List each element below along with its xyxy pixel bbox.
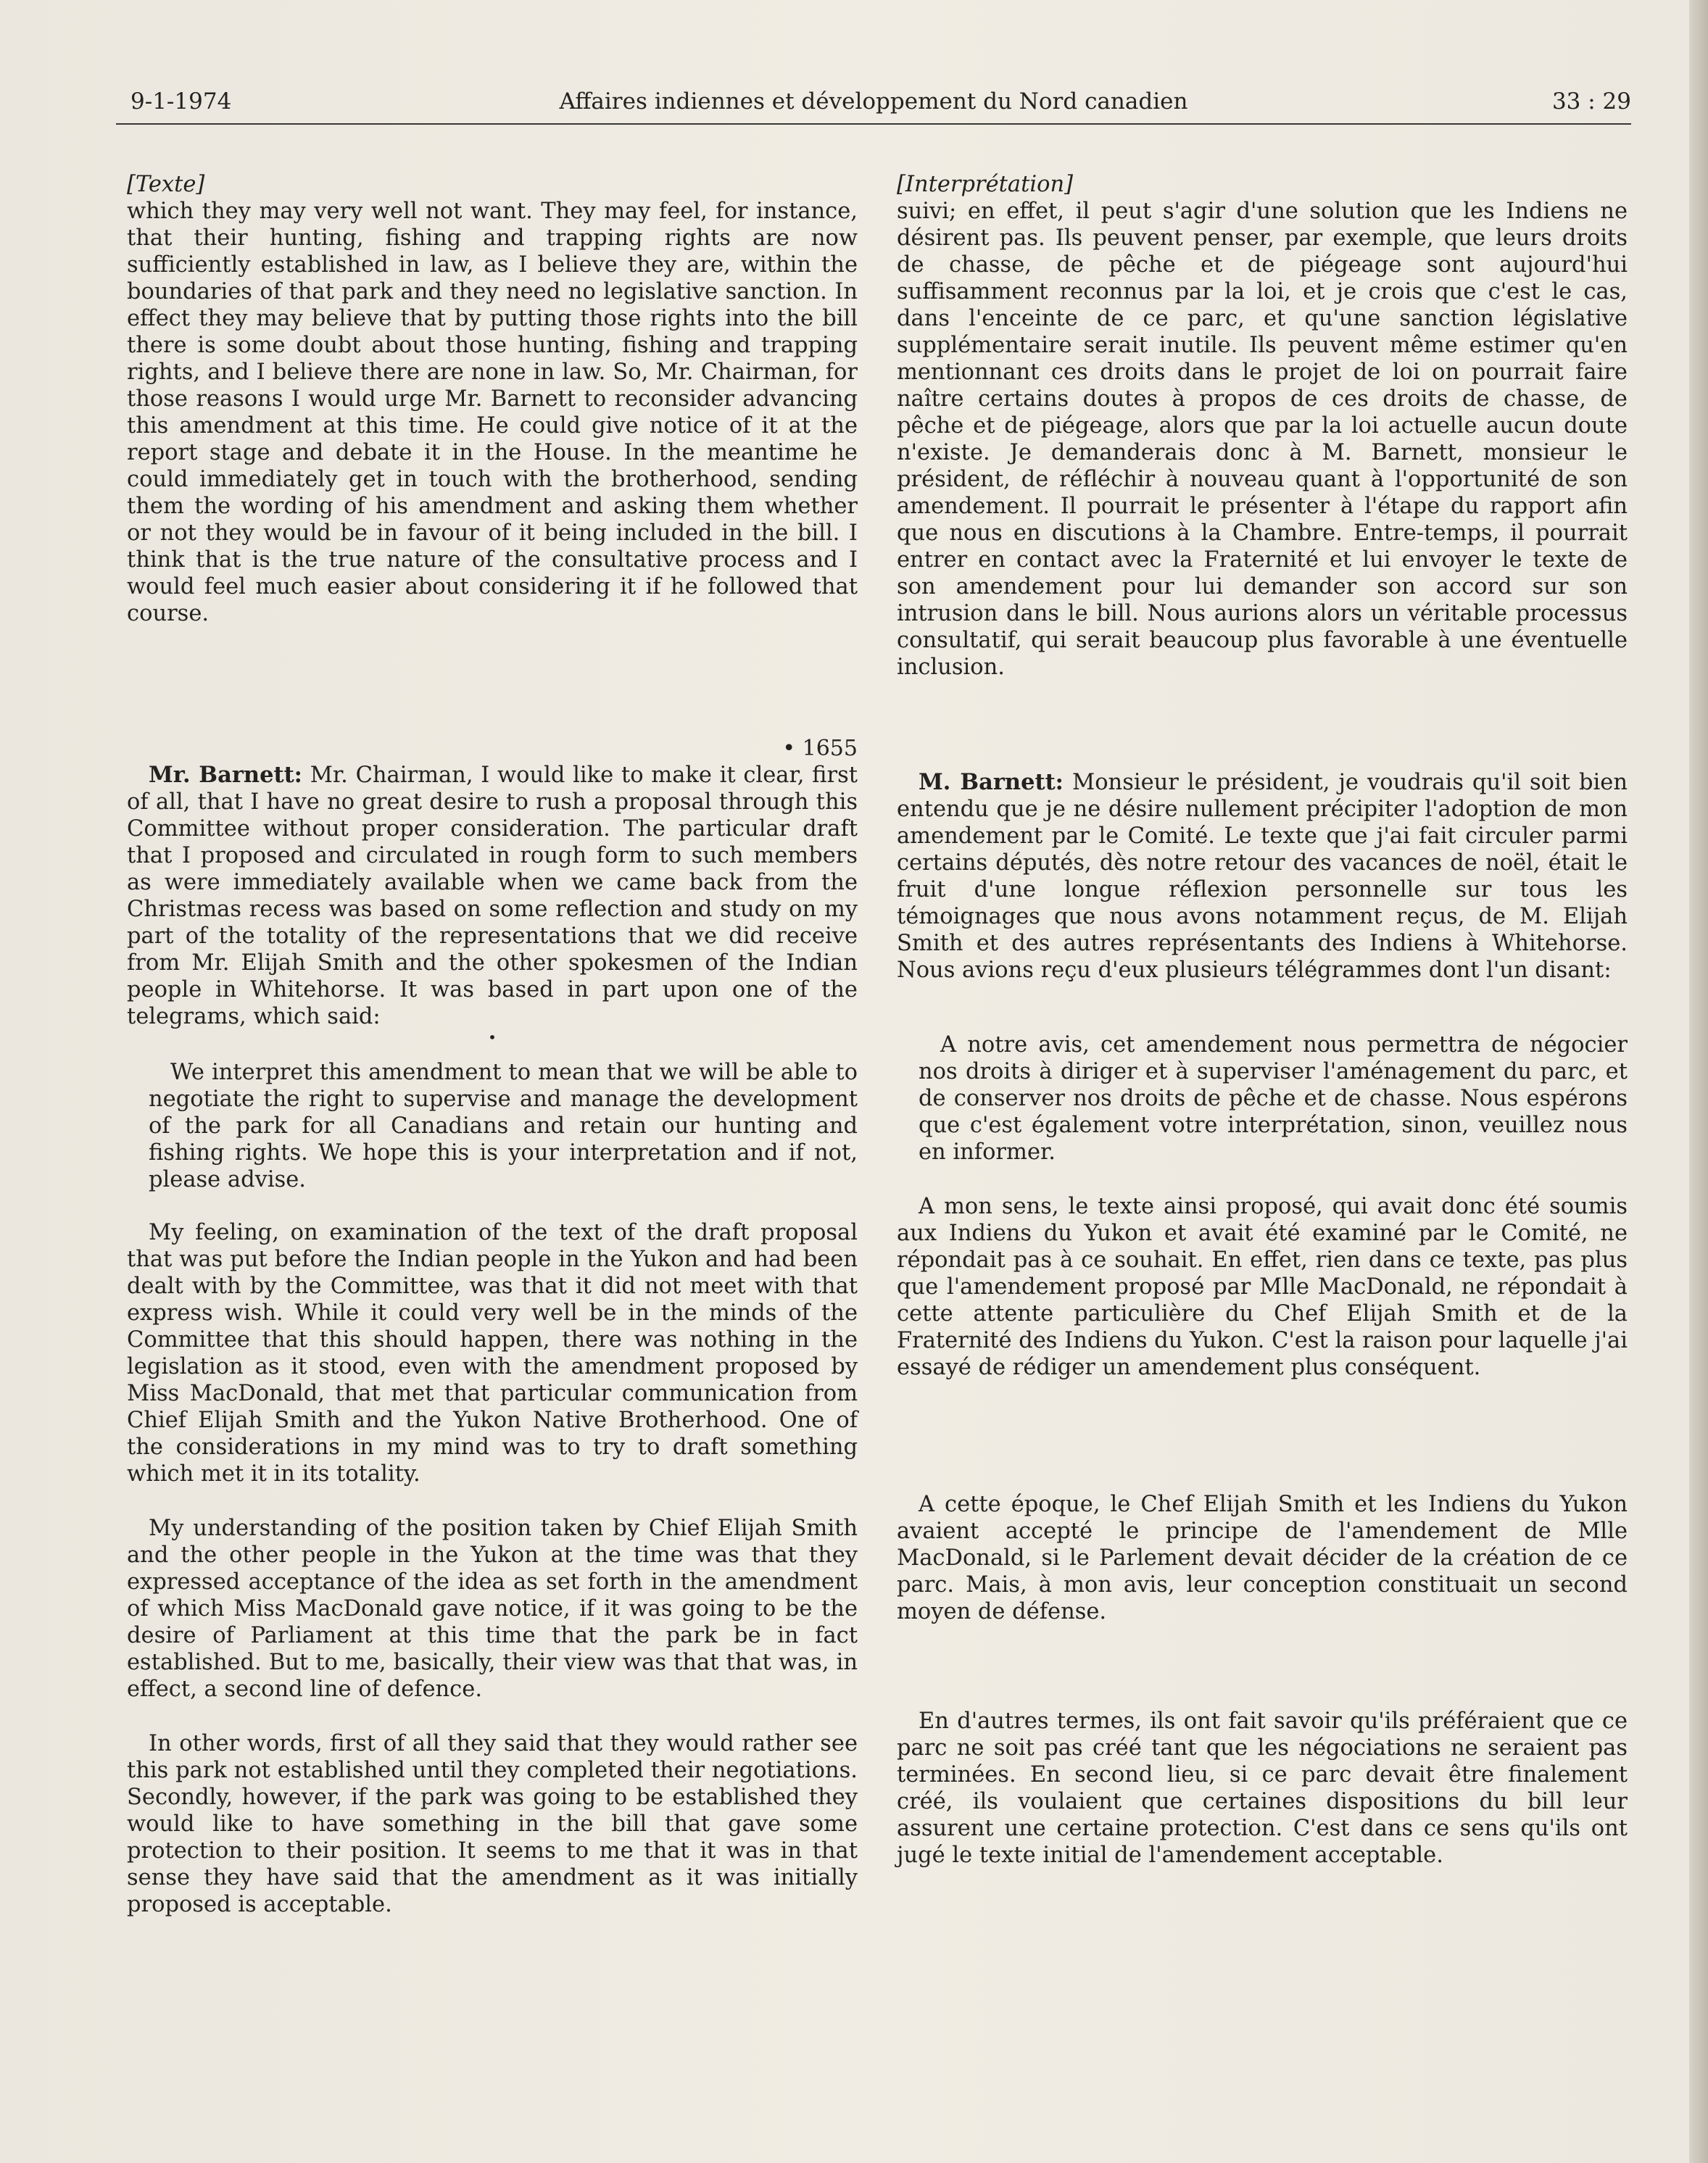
header-rule: [116, 123, 1631, 125]
right-column-label: [Interprétation]: [897, 172, 1073, 197]
left-paragraph-2-text: Mr. Chairman, I would like to make it clear, first of all, that I have no great desire to rush a proposal through this Committee without proper consideration. The particular draft that I proposed and circulated in rough form to such members as were immediately available when we came back from the Christmas recess was based on some reflection and study on my part of the totality of the representations that we did receive from Mr. Elijah Smith and the other spokesmen of the Indian people in Whitehorse. It was based in part upon one of the telegrams, which said:: [127, 763, 858, 1029]
spacer: [897, 681, 1628, 769]
time-marker: • 1655: [782, 736, 858, 761]
right-paragraph-2: [897, 769, 1628, 984]
left-paragraph-3: My feeling, on examination of the text of the draft proposal that was put before the Indian people in the Yukon and had been dealt with by the Committee, was that it did not meet with that express wish. While it could very well be in the minds of the Committee that this should happen, there was nothing in the legislation as it stood, even with the amendment proposed by Miss MacDonald, that met that particular communication from Chief Elijah Smith and the Yukon Native Brotherhood. One of the considerations in my mind was to try to draft something which met it in its totality.: [127, 1220, 858, 1487]
header-title: Affaires indiennes et développement du Nord canadien: [559, 88, 1188, 115]
left-column-label: [Texte]: [127, 172, 205, 197]
right-paragraph-1: suivi; en effet, il peut s'agir d'une solution que les Indiens ne désirent pas. Ils peuvent penser, par exemple, que leurs droits de chasse, de pêche et de piégeage sont aujourd'hui suffisamment reconnus par la loi, et je crois que c'est le cas, dans l'enceinte de ce parc, et qu'une sanction législative supplémentaire serait inutile. Ils peuvent même estimer qu'en mentionnant ces droits dans le projet de loi on pourrait faire naître certains doutes à propos de ces droits de chasse, de pêche et de piégeage, alors que par la loi actuelle aucun doute n'existe. Je demanderais donc à M. Barnett, monsieur le président, de réfléchir à nouveau quant à l'opportunité de son amendement. Il pourrait le présenter à l'étape du rapport afin que nous en discutions à la Chambre. Entre-temps, il pourrait entrer en contact avec la Fraternité et lui envoyer le texte de son amendement pour lui demander son accord sur son intrusion dans le bill. Nous aurions alors un véritable processus consultatif, qui serait beaucoup plus favorable à une éventuelle inclusion.: [897, 199, 1628, 680]
right-paragraph-3: A mon sens, le texte ainsi proposé, qui avait donc été soumis aux Indiens du Yukon et avait été examiné par le Comité, ne répondait pas à ce souhait. En effet, rien dans ce texte, pas plus que l'amendement proposé par Mlle MacDonald, ne répondait à cette attente particulière du Chef Elijah Smith et de la Fraternité des Indiens du Yukon. C'est la raison pour laquelle j'ai essayé de rédiger un amendement plus conséquent.: [897, 1194, 1628, 1380]
spacer: [127, 627, 858, 736]
left-column: [127, 171, 858, 1918]
right-quote: A notre avis, cet amendement nous permettra de négocier nos droits à diriger et à superviser l'aménagement du parc, et de conserver nos droits de pêche et de chasse. Nous espérons que c'est également votre interprétation, sinon, veuillez nous en informer.: [919, 1032, 1628, 1165]
separator-dot: •: [488, 1029, 497, 1046]
right-column: [897, 171, 1628, 1869]
left-paragraph-5: In other words, first of all they said that they would rather see this park not established until they completed their negotiations. Secondly, however, if the park was going to be established they would like to have something in the bill that gave some protection to their position. It seems to me that it was in that sense they have said that the amendment as it was initially proposed is acceptable.: [127, 1731, 858, 1917]
left-quote: We interpret this amendment to mean that we will be able to negotiate the right to supervise and manage the development of the park for all Canadians and retain our hunting and fishing rights. We hope this is your interpretation and if not, please advise.: [149, 1060, 858, 1192]
left-speaker: Mr. Barnett:: [149, 762, 302, 788]
left-paragraph-4: My understanding of the position taken by Chief Elijah Smith and the other people in the Yukon at the time was that they expressed acceptance of the idea as set forth in the amendment of which Miss MacDonald gave notice, if it was going to be the desire of Parliament at this time that the park be in fact established. But to me, basically, their view was that that was, in effect, a second line of defence.: [127, 1516, 858, 1702]
left-paragraph-1: which they may very well not want. They may feel, for instance, that their hunting, fishing and trapping rights are now sufficiently established in law, as I believe they are, within the boundaries of that park and they need no legislative sanction. In effect they may believe that by putting those rights into the bill there is some doubt about those hunting, fishing and trapping rights, and I believe there are none in law. So, Mr. Chairman, for those reasons I would urge Mr. Barnett to reconsider advancing this amendment at this time. He could give notice of it at the report stage and debate it in the House. In the meantime he could immediately get in touch with the brotherhood, sending them the wording of his amendment and asking them whether or not they would be in favour of it being included in the bill. I think that is the true nature of the consultative process and I would feel much easier about considering it if he followed that course.: [127, 199, 858, 626]
right-paragraph-5: En d'autres termes, ils ont fait savoir qu'ils préféraient que ce parc ne soit pas créé tant que les négociations ne seraient pas terminées. En second lieu, si ce parc devait être finalement créé, ils voulaient que certaines dispositions du bill leur assurent une certaine protection. C'est dans ce sens qu'ils ont jugé le texte initial de l'amendement acceptable.: [897, 1709, 1628, 1868]
right-paragraph-4: A cette époque, le Chef Elijah Smith et les Indiens du Yukon avaient accepté le principe de l'amendement de Mlle MacDonald, si le Parlement devait décider de la création de ce parc. Mais, à mon avis, leur conception constituait un second moyen de défense.: [897, 1492, 1628, 1624]
page-edge: [1689, 0, 1708, 2163]
header-date: 9-1-1974: [130, 88, 232, 115]
right-paragraph-2-text: Monsieur le président, je voudrais qu'il soit bien entendu que je ne désire nullement précipiter l'adoption de mon amendement par le Comité. Le texte que j'ai fait circuler parmi certains députés, dès notre retour des vacances de noël, était le fruit d'une longue réflexion personnelle sur tous les témoignages que nous avons notamment reçus, de M. Elijah Smith et des autres représentants des Indiens à Whitehorse. Nous avions reçu d'eux plusieurs télégrammes dont l'un disant:: [897, 770, 1628, 983]
left-paragraph-2: [127, 762, 858, 1030]
right-speaker: M. Barnett:: [919, 769, 1064, 795]
header-page-number: 33 : 29: [1551, 88, 1631, 115]
